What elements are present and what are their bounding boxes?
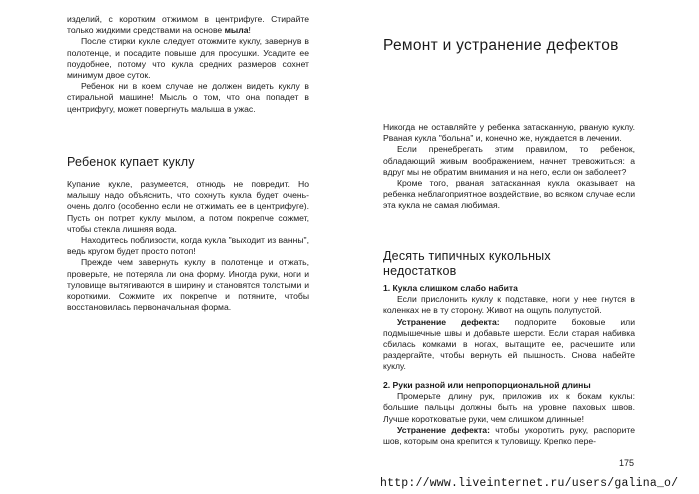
defect-title: 1. Кукла слишком слабо набита xyxy=(383,283,518,293)
paragraph: Прежде чем завернуть куклу в полотенце и отжать, проверьте, не потеряла ли она форму. Иногда руки, ноги и туловище вытягиваются в ширину и становятся толстыми и короткими. Сожмите их покрепче и потяните, чтобы восстановилась первоначальная форма. xyxy=(67,257,309,313)
left-page xyxy=(0,0,349,494)
paragraph: Устранение дефекта: чтобы укоротить руку, распорите шов, которым она крепится к туловищу. Крепко пере- xyxy=(383,424,635,447)
right-repair-section xyxy=(383,122,635,212)
defect-1 xyxy=(383,283,635,373)
defect-title: 2. Руки разной или непропорциональной длины xyxy=(383,380,591,390)
paragraph: Промерьте длину рук, приложив их к бокам куклы: большие пальцы должны быть на уровне паховых швов. Лучше коротковатые руки, чем слишком длинные! xyxy=(383,391,635,424)
left-intro xyxy=(67,14,309,115)
defect-2 xyxy=(383,380,635,447)
right-page xyxy=(349,0,699,494)
paragraph: Находитесь поблизости, когда кукла "выходит из ванны", ведь кругом будет просто потоп! xyxy=(67,235,309,257)
paragraph: Купание кукле, разумеется, отнюдь не повредит. Но малышу надо объяснить, что сохнуть кукла будет очень-очень долго (особенно если не отжимать ее в центрифуге). Пусть он потрет куклу мылом, а потом покрепче сожмет, чтобы стекла лишняя вода. xyxy=(67,179,309,234)
paragraph: Если пренебрегать этим правилом, то ребенок, обладающий живым воображением, начнет тревожиться: а вдруг мы не обратим внимания и на него, если он заболеет? xyxy=(383,144,635,177)
watermark-url: http://www.liveinternet.ru/users/galina_o/ xyxy=(380,477,679,490)
paragraph: изделий, с коротким отжимом в центрифуге. Стирайте только жидкими средствами на основе мыла! xyxy=(67,14,309,36)
paragraph: Ребенок ни в коем случае не должен видеть куклу в стиральной машине! Мысль о том, что она попадет в центрифугу, может повергнуть малыша в ужас. xyxy=(67,81,309,114)
left-bath-section xyxy=(67,179,309,313)
paragraph: После стирки кукле следует отожмите куклу, завернув в полотенце, и посадите повыше для просушки. Усадите ее поудобнее, потому что кукла средних размеров сохнет минимум двое суток. xyxy=(67,36,309,81)
paragraph: Кроме того, рваная затасканная кукла оказывает на ребенка неблагоприятное воздействие, во всяком случае если эта кукла не самая любимая. xyxy=(383,178,635,211)
page-title: Ремонт и устранение дефектов xyxy=(383,37,619,54)
paragraph: Если прислонить куклу к подставке, ноги у нее гнутся в коленках не в ту сторону. Живот на ощупь полупустой. xyxy=(383,294,635,316)
page-number: 175 xyxy=(619,458,635,468)
paragraph: Никогда не оставляйте у ребенка затасканную, рваную куклу. Рваная кукла "больна" и, конечно же, нуждается в лечении. xyxy=(383,122,635,144)
section-heading: Ребенок купает куклу xyxy=(67,155,195,169)
paragraph: Устранение дефекта: подпорите боковые или подмышечные швы и добавьте шерсти. Если старая набивка сбилась комками в ногах, вытащите ее, расчешите или раздергайте, чтобы вернуть ей пышность. Снова набейте куклу. xyxy=(383,316,635,372)
section-heading: Десять типичных кукольных недостатков xyxy=(383,249,551,278)
